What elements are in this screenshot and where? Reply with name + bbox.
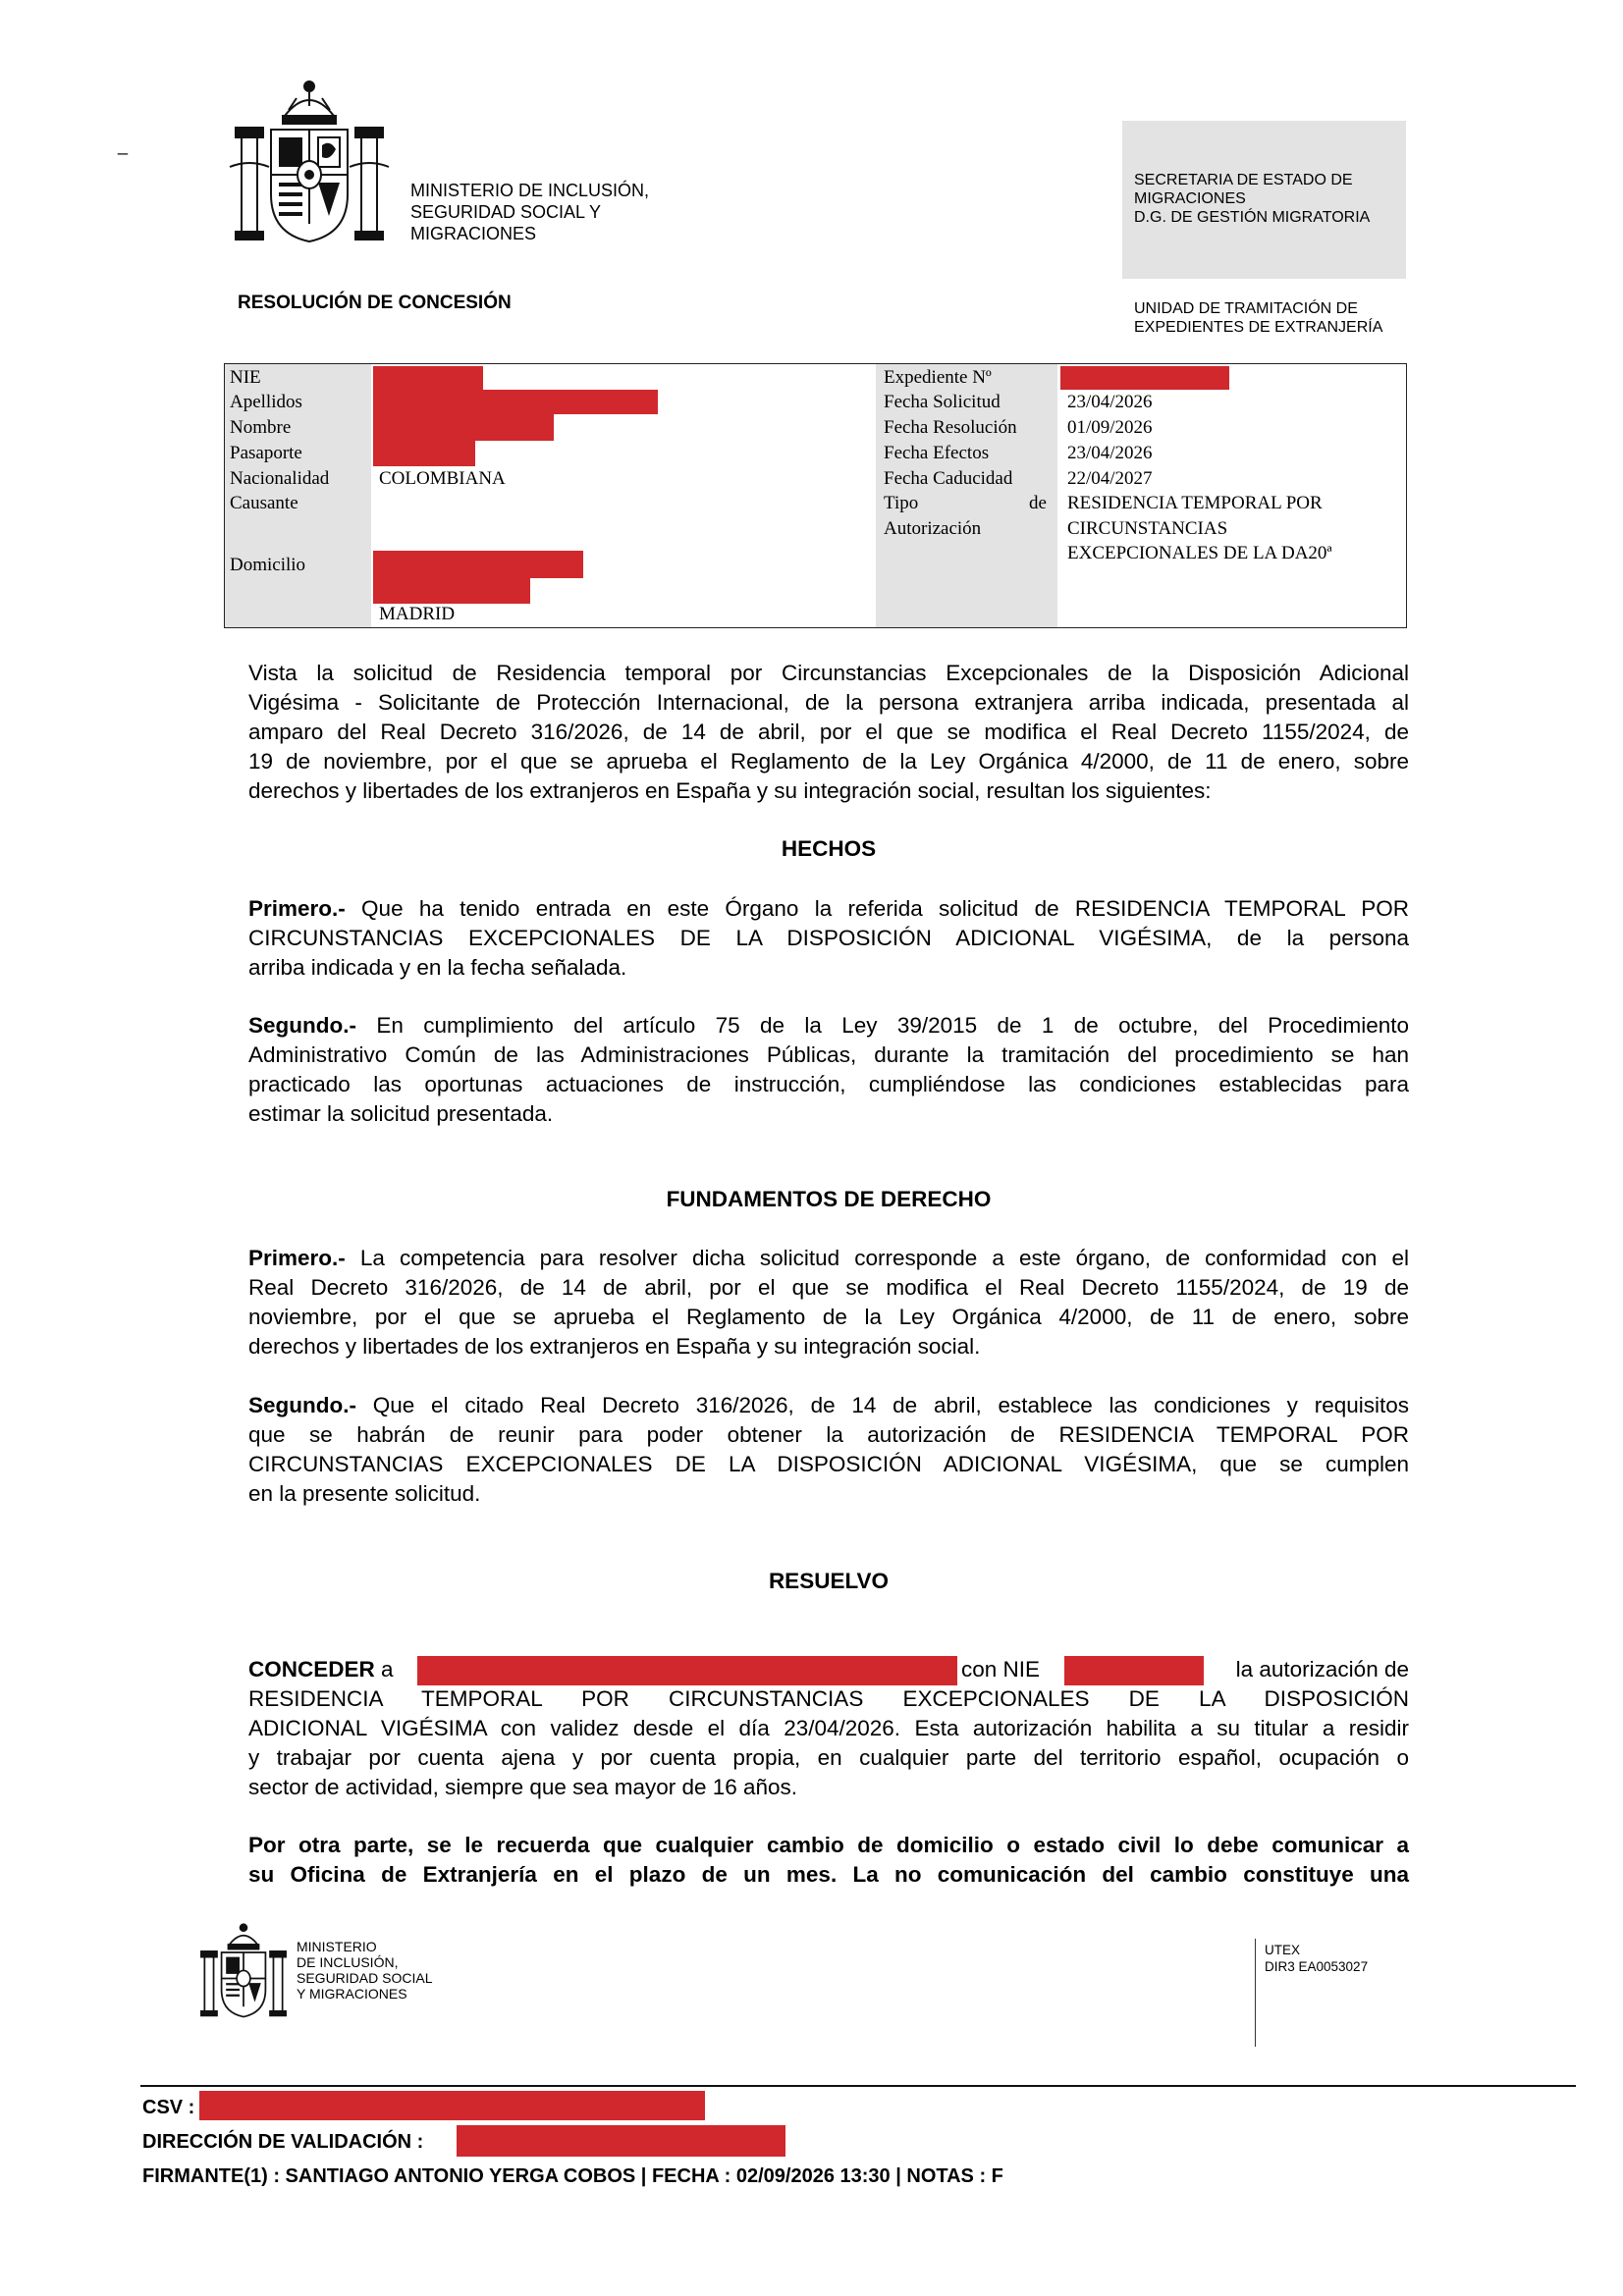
ministry-name — [410, 180, 649, 244]
footer-ministry-line: MINISTERIO — [297, 1939, 377, 1954]
redacted-domicilio-2 — [373, 578, 530, 604]
hechos-heading: HECHOS — [781, 836, 877, 861]
value-fecha-resolucion: 01/09/2026 — [1067, 417, 1153, 438]
redacted-csv — [199, 2091, 705, 2120]
fundamentos-primero-lead: Primero.- — [248, 1246, 346, 1270]
redacted-nie-resuelvo — [1064, 1656, 1204, 1685]
intro-line: derechos y libertades de los extranjeros en España y su integración social, resultan los siguientes: — [248, 778, 1212, 803]
value-ciudad: MADRID — [379, 604, 456, 624]
footer-utex-line: UTEX — [1265, 1943, 1301, 1957]
unidad-line: EXPEDIENTES DE EXTRANJERÍA — [1134, 319, 1383, 336]
value-fecha-caducidad: 22/04/2027 — [1067, 468, 1153, 489]
redacted-domicilio-1 — [373, 551, 583, 578]
fundamentos-primero-line: derechos y libertades de los extranjeros en España y su integración social. — [248, 1334, 981, 1359]
label-nie: NIE — [230, 367, 261, 388]
hechos-segundo-text: En cumplimiento del artículo 75 de la Ley 39/2015 de 1 de octubre, del Procedimiento — [355, 1013, 1409, 1038]
label-fecha-caducidad: Fecha Caducidad — [884, 468, 1013, 489]
recuerda-paragraph — [248, 1831, 1409, 1890]
fundamentos-segundo-line: CIRCUNSTANCIAS EXCEPCIONALES DE LA DISPOSICIÓN ADICIONAL VIGÉSIMA, que se cumplen — [248, 1452, 1409, 1476]
conceder-la-autorizacion: la autorización de — [1235, 1657, 1409, 1682]
unidad-line: UNIDAD DE TRAMITACIÓN DE — [1134, 300, 1358, 317]
resolution-title: RESOLUCIÓN DE CONCESIÓN — [238, 293, 512, 313]
value-tipo-line: CIRCUNSTANCIAS — [1067, 518, 1228, 539]
unidad-tramitacion — [1134, 299, 1382, 337]
label-nombre: Nombre — [230, 417, 292, 438]
fundamentos-segundo-text: Que el citado Real Decreto 316/2026, de 14 de abril, establece las condiciones y requisitos — [355, 1393, 1409, 1417]
hechos-segundo-line: estimar la solicitud presentada. — [248, 1101, 554, 1126]
footer-horizontal-rule — [140, 2085, 1576, 2087]
resuelvo-heading: RESUELVO — [768, 1569, 890, 1593]
redacted-nombre-completo — [417, 1656, 957, 1685]
redacted-nombre — [373, 414, 554, 441]
hechos-primero — [248, 894, 1409, 983]
fundamentos-segundo-line: que se habrán de reunir para poder obtener la autorización de RESIDENCIA TEMPORAL POR — [248, 1422, 1409, 1447]
conceder-paragraph — [248, 1684, 1409, 1802]
label-pasaporte: Pasaporte — [230, 443, 302, 463]
fundamentos-primero-line — [248, 1244, 1409, 1273]
redacted-validacion — [457, 2125, 785, 2157]
fundamentos-primero-line: Real Decreto 316/2026, de 14 de abril, por el que se modifica el Real Decreto 1155/2024, de 19 de — [248, 1275, 1409, 1300]
fundamentos-segundo-lead: Segundo.- — [248, 1393, 356, 1417]
hechos-primero-line: arriba indicada y en la fecha señalada. — [248, 955, 627, 980]
validacion-label: DIRECCIÓN DE VALIDACIÓN : — [142, 2131, 424, 2153]
label-tipo: Tipo — [884, 493, 919, 513]
label-fecha-resolucion: Fecha Resolución — [884, 417, 1017, 438]
ministry-line: SEGURIDAD SOCIAL Y — [410, 202, 602, 222]
redacted-pasaporte — [373, 441, 475, 466]
recuerda-line: Por otra parte, se le recuerda que cualquier cambio de domicilio o estado civil lo debe comunicar a — [248, 1833, 1409, 1857]
csv-label: CSV : — [142, 2097, 195, 2118]
fundamentos-primero-line: noviembre, por el que se aprueba el Reglamento de la Ley Orgánica 4/2000, de 11 de enero, sobre — [248, 1305, 1409, 1329]
redacted-nie — [373, 366, 483, 390]
intro-line: Vista la solicitud de Residencia temporal por Circunstancias Excepcionales de la Disposición Adicional — [248, 661, 1409, 685]
firmante-line: FIRMANTE(1) : SANTIAGO ANTONIO YERGA COBOS | FECHA : 02/09/2026 13:30 | NOTAS : F — [142, 2165, 1003, 2187]
footer-ministry — [297, 1939, 432, 2002]
intro-line: amparo del Real Decreto 316/2026, de 14 de abril, por el que se modifica el Real Decreto 1155/2024, de — [248, 720, 1409, 744]
fundamentos-segundo-line — [248, 1391, 1409, 1420]
footer-ministry-line: Y MIGRACIONES — [297, 1986, 407, 2002]
value-tipo-line: RESIDENCIA TEMPORAL POR — [1067, 493, 1323, 513]
footer-ministry-line: DE INCLUSIÓN, — [297, 1954, 399, 1970]
footer-utex — [1265, 1942, 1368, 1975]
label-tipo-de: de — [1029, 493, 1047, 513]
value-nacionalidad: COLOMBIANA — [379, 468, 506, 489]
footer-ministry-line: SEGURIDAD SOCIAL — [297, 1970, 433, 1986]
conceder-a: a — [374, 1657, 394, 1682]
label-fecha-solicitud: Fecha Solicitud — [884, 392, 1001, 412]
value-fecha-solicitud: 23/04/2026 — [1067, 392, 1153, 412]
label-fecha-efectos: Fecha Efectos — [884, 443, 990, 463]
value-tipo-line: EXCEPCIONALES DE LA DA20ª — [1067, 543, 1332, 563]
secretaria-text — [1134, 171, 1370, 227]
fundamentos-primero-text: La competencia para resolver dicha solicitud corresponde a este órgano, de conformidad con el — [345, 1246, 1409, 1270]
intro-line: Vigésima - Solicitante de Protección Internacional, de la persona extranjera arriba indicada, presentada al — [248, 690, 1409, 715]
secretaria-line: MIGRACIONES — [1134, 190, 1246, 207]
label-causante: Causante — [230, 493, 298, 513]
value-fecha-efectos: 23/04/2026 — [1067, 443, 1153, 463]
fundamentos-primero — [248, 1244, 1409, 1362]
fundamentos-heading: FUNDAMENTOS DE DERECHO — [666, 1187, 992, 1211]
secretaria-line: SECRETARIA DE ESTADO DE — [1134, 172, 1353, 188]
hechos-segundo-line — [248, 1011, 1409, 1041]
footer-vertical-divider — [1255, 1939, 1256, 2047]
coat-of-arms-logo — [228, 77, 391, 247]
label-nacionalidad: Nacionalidad — [230, 468, 330, 489]
label-expediente: Expediente Nº — [884, 367, 992, 388]
hechos-segundo-line: practicado las oportunas actuaciones de instrucción, cumpliéndose las condiciones establecidas para — [248, 1072, 1409, 1096]
redacted-apellidos — [373, 390, 658, 414]
secretaria-line: D.G. DE GESTIÓN MIGRATORIA — [1134, 209, 1371, 226]
hechos-segundo-line: Administrativo Común de las Administraciones Públicas, durante la tramitación del procedimiento se han — [248, 1042, 1409, 1067]
label-autorizacion: Autorización — [884, 518, 982, 539]
hechos-primero-line — [248, 894, 1409, 924]
hechos-primero-line: CIRCUNSTANCIAS EXCEPCIONALES DE LA DISPOSICIÓN ADICIONAL VIGÉSIMA, de la persona — [248, 926, 1409, 950]
hechos-segundo-lead: Segundo.- — [248, 1013, 356, 1038]
label-domicilio: Domicilio — [230, 555, 306, 575]
header-dash: _ — [118, 135, 129, 155]
recuerda-line: su Oficina de Extranjería en el plazo de un mes. La no comunicación del cambio constituye una — [248, 1862, 1409, 1887]
conceder-line: sector de actividad, siempre que sea mayor de 16 años. — [248, 1775, 798, 1799]
intro-line: 19 de noviembre, por el que se aprueba el Reglamento de la Ley Orgánica 4/2000, de 11 de enero, sobre — [248, 749, 1409, 774]
conceder-first-line — [248, 1655, 394, 1684]
conceder-con-nie: con NIE — [961, 1657, 1041, 1682]
footer-utex-line: DIR3 EA0053027 — [1265, 1959, 1369, 1974]
label-apellidos: Apellidos — [230, 392, 302, 412]
ministry-line: MIGRACIONES — [410, 224, 537, 243]
ministry-line: MINISTERIO DE INCLUSIÓN, — [410, 181, 650, 200]
fundamentos-segundo-line: en la presente solicitud. — [248, 1481, 481, 1506]
conceder-line: RESIDENCIA TEMPORAL POR CIRCUNSTANCIAS EXCEPCIONALES DE LA DISPOSICIÓN — [248, 1686, 1409, 1711]
fundamentos-segundo — [248, 1391, 1409, 1509]
hechos-primero-lead: Primero.- — [248, 896, 346, 921]
intro-paragraph — [248, 659, 1409, 806]
hechos-segundo — [248, 1011, 1409, 1129]
redacted-expediente — [1060, 366, 1229, 390]
footer-coat-of-arms-logo — [196, 1922, 291, 2020]
conceder-lead: CONCEDER — [248, 1657, 375, 1682]
conceder-line: ADICIONAL VIGÉSIMA con validez desde el día 23/04/2026. Esta autorización habilita a su titular a residir — [248, 1716, 1409, 1740]
conceder-line: y trabajar por cuenta ajena y por cuenta propia, en cualquier parte del territorio español, ocupación o — [248, 1745, 1409, 1770]
hechos-primero-text: Que ha tenido entrada en este Órgano la referida solicitud de RESIDENCIA TEMPORAL POR — [345, 896, 1409, 921]
